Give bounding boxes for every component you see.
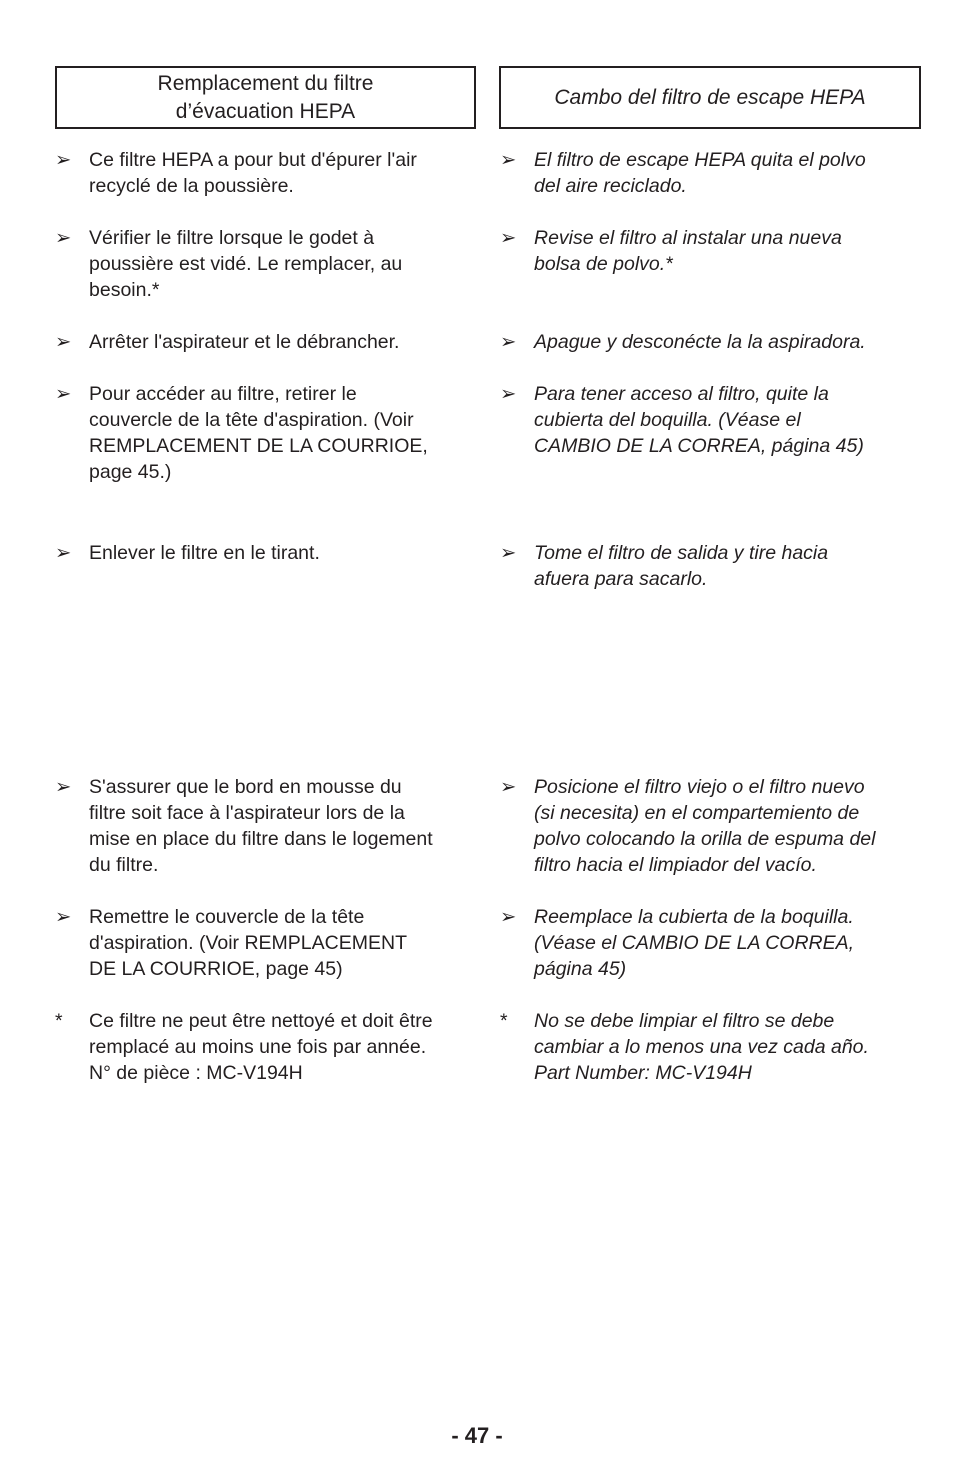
french-item-text: Pour accéder au filtre, retirer le couvercle de la tête d'aspiration. (Voir REMPLACEMENT DE LA COURRIOE, page 45.) (89, 383, 428, 483)
spanish-item-text: Tome el filtro de salida y tire hacia afuera para sacarlo. (534, 542, 829, 590)
bullet-arrow-icon: ➢ (55, 331, 72, 353)
spanish-item-text: El filtro de escape HEPA quita el polvo del aire reciclado. (534, 149, 866, 197)
french-item-text: Ce filtre HEPA a pour but d'épurer l'air recyclé de la poussière. (89, 149, 417, 197)
french-item-text: Remettre le couvercle de la tête d'aspiration. (Voir REMPLACEMENT DE LA COURRIOE, page 45) (89, 906, 407, 980)
spanish-item-text: Reemplace la cubierta de la boquilla. (Véase el CAMBIO DE LA CORREA, página 45) (534, 906, 855, 980)
bullet-arrow-icon: ➢ (55, 227, 72, 249)
french-section-heading (55, 66, 476, 129)
spanish-section-heading (499, 66, 921, 129)
french-item-text: Enlever le filtre en le tirant. (89, 542, 320, 564)
bullet-arrow-icon: ➢ (500, 542, 517, 564)
bullet-arrow-icon: ➢ (500, 149, 517, 171)
bullet-arrow-icon: ➢ (500, 776, 517, 798)
spanish-item-text: Para tener acceso al filtro, quite la cubierta del boquilla. (Véase el CAMBIO DE LA CORREA, página 45) (534, 383, 864, 457)
bullet-arrow-icon: ➢ (55, 906, 72, 928)
bullet-arrow-icon: ➢ (55, 776, 72, 798)
french-heading-text: Remplacement du filtre d’évacuation HEPA (157, 71, 374, 123)
french-item-text: Arrêter l'aspirateur et le débrancher. (89, 331, 400, 353)
spanish-item-text: Revise el filtro al instalar una nueva bolsa de polvo.* (534, 227, 842, 275)
spanish-item-text: Posicione el filtro viejo o el filtro nuevo (si necesita) en el compartemiento de polvo colocando la orilla de espuma del filtro hacia el limpiador del vacío. (534, 776, 876, 876)
bullet-arrow-icon: ➢ (500, 331, 517, 353)
bullet-arrow-icon: ➢ (55, 149, 72, 171)
bullet-arrow-icon: ➢ (500, 383, 517, 405)
french-item-text: Vérifier le filtre lorsque le godet à poussière est vidé. Le remplacer, au besoin.* (89, 227, 403, 301)
bullet-arrow-icon: ➢ (500, 906, 517, 928)
bullet-arrow-icon: ➢ (55, 383, 72, 405)
asterisk-marker: * (500, 1010, 508, 1032)
french-footnote-text: Ce filtre ne peut être nettoyé et doit être remplacé au moins une fois par année. N° de pièce : MC-V194H (89, 1010, 433, 1084)
spanish-heading-text: Cambo del filtro de escape HEPA (554, 85, 866, 109)
french-item-text: S'assurer que le bord en mousse du filtre soit face à l'aspirateur lors de la mise en place du filtre dans le logement du filtre. (89, 776, 433, 876)
bullet-arrow-icon: ➢ (500, 227, 517, 249)
bullet-arrow-icon: ➢ (55, 542, 72, 564)
asterisk-marker: * (55, 1010, 63, 1032)
spanish-footnote-text: No se debe limpiar el filtro se debe cambiar a lo menos una vez cada año. Part Number: MC-V194H (534, 1010, 869, 1084)
spanish-item-text: Apague y desconécte la la aspiradora. (534, 331, 866, 353)
page-number: - 47 - (451, 1423, 503, 1448)
